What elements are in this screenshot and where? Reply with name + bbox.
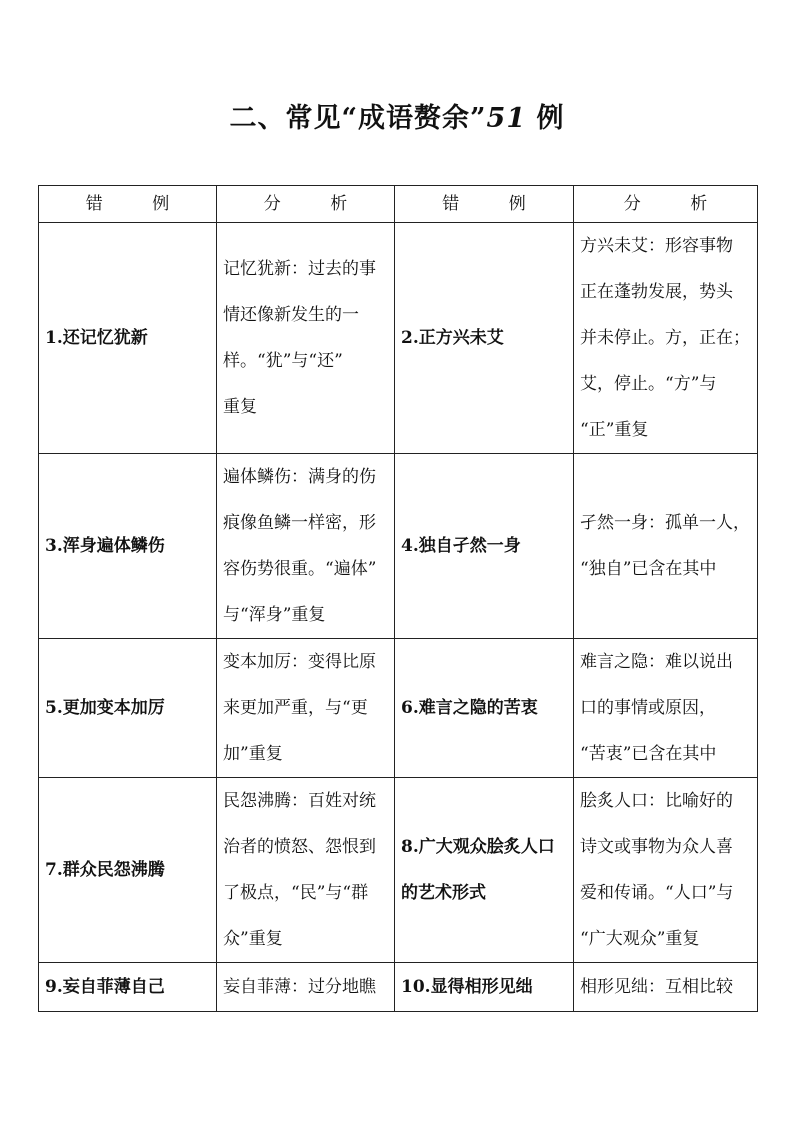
analysis-line: 了极点，“民”与“群 <box>223 883 369 903</box>
analysis-line: 诗文或事物为众人喜 <box>580 837 733 857</box>
table-row <box>39 778 758 963</box>
analysis-line: 加”重复 <box>223 744 283 764</box>
analysis-line: 变本加厉：变得比原 <box>223 652 376 672</box>
idiom-redundancy-table <box>38 185 758 1012</box>
error-example-cell: 8.广大观众脍炙人口的艺术形式 <box>395 778 574 963</box>
analysis-cell <box>217 963 395 1012</box>
analysis-line: 口的事情或原因， <box>580 698 716 718</box>
header-analysis: 分 析 <box>217 186 395 223</box>
table-row <box>39 223 758 454</box>
analysis-line: “广大观众”重复 <box>580 929 700 949</box>
analysis-cell <box>574 639 758 778</box>
analysis-line: 艾，停止。“方”与 <box>580 374 717 394</box>
analysis-line: 妄自菲薄：过分地瞧 <box>223 977 376 997</box>
analysis-cell <box>217 454 395 639</box>
analysis-line: 民怨沸腾：百姓对统 <box>223 791 376 811</box>
error-example-cell: 10.显得相形见绌 <box>395 963 574 1012</box>
analysis-line: 治者的愤怒、怨恨到 <box>223 837 376 857</box>
title-prefix: 二、常见“成语赘余” <box>229 103 487 134</box>
header-analysis: 分 析 <box>574 186 758 223</box>
analysis-line: 情还像新发生的一 <box>223 305 359 325</box>
analysis-line: 记忆犹新：过去的事 <box>223 259 376 279</box>
error-example-cell: 1.还记忆犹新 <box>39 223 217 454</box>
analysis-line: 正在蓬勃发展，势头 <box>580 282 733 302</box>
analysis-cell <box>574 778 758 963</box>
analysis-line: 方兴未艾：形容事物 <box>580 236 733 256</box>
title-suffix: 例 <box>536 103 565 134</box>
analysis-cell <box>574 223 758 454</box>
page-title <box>0 96 794 135</box>
error-example-cell: 5.更加变本加厉 <box>39 639 217 778</box>
analysis-line: “独自”已含在其中 <box>580 559 717 579</box>
header-error-example: 错 例 <box>39 186 217 223</box>
analysis-line: 并未停止。方，正在； <box>580 328 750 348</box>
table-row <box>39 963 758 1012</box>
title-number: 51 <box>486 103 527 134</box>
analysis-line: 孑然一身：孤单一人， <box>580 513 750 533</box>
table-header-row <box>39 186 758 223</box>
analysis-line: 痕像鱼鳞一样密，形 <box>223 513 376 533</box>
analysis-cell <box>574 963 758 1012</box>
error-example-cell: 7.群众民怨沸腾 <box>39 778 217 963</box>
analysis-cell <box>217 223 395 454</box>
error-example-cell: 2.正方兴未艾 <box>395 223 574 454</box>
analysis-line: 遍体鳞伤：满身的伤 <box>223 467 376 487</box>
analysis-line: 相形见绌：互相比较 <box>580 977 733 997</box>
analysis-line: “正”重复 <box>580 420 649 440</box>
analysis-cell <box>217 778 395 963</box>
error-example-cell: 6.难言之隐的苦衷 <box>395 639 574 778</box>
analysis-cell <box>574 454 758 639</box>
analysis-line: 众”重复 <box>223 929 283 949</box>
table-row <box>39 639 758 778</box>
error-example-cell: 3.浑身遍体鳞伤 <box>39 454 217 639</box>
analysis-line: 容伤势很重。“遍体” <box>223 559 377 579</box>
analysis-line: 难言之隐：难以说出 <box>580 652 733 672</box>
analysis-line: 与“浑身”重复 <box>223 605 326 625</box>
header-error-example: 错 例 <box>395 186 574 223</box>
table-row <box>39 454 758 639</box>
analysis-line: 样。“犹”与“还” <box>223 351 343 371</box>
error-example-cell: 9.妄自菲薄自己 <box>39 963 217 1012</box>
analysis-line: 爱和传诵。“人口”与 <box>580 883 734 903</box>
error-example-cell: 4.独自孑然一身 <box>395 454 574 639</box>
analysis-cell <box>217 639 395 778</box>
analysis-line: 脍炙人口：比喻好的 <box>580 791 733 811</box>
analysis-line: 来更加严重，与“更 <box>223 698 368 718</box>
analysis-line: 重复 <box>223 397 257 417</box>
analysis-line: “苦衷”已含在其中 <box>580 744 717 764</box>
